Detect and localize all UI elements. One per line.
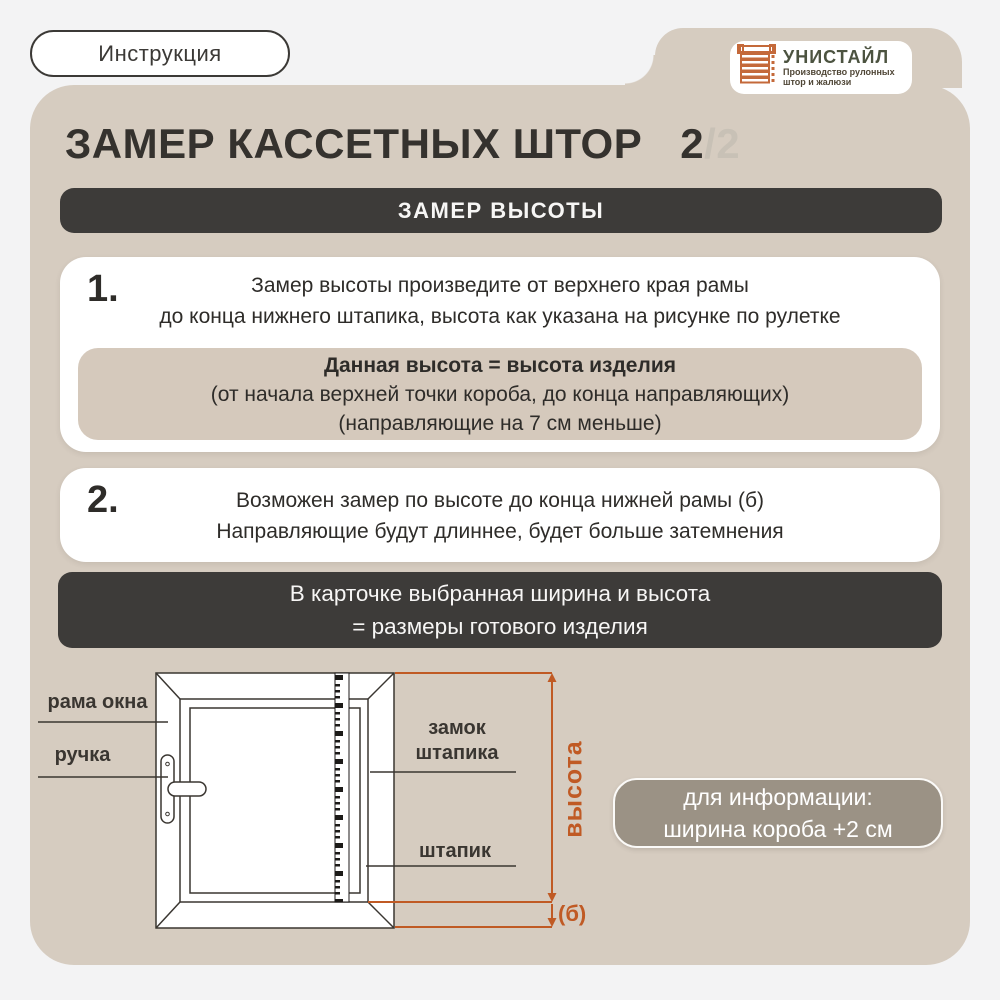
step-1-box: [60, 257, 940, 452]
page-title-row: [65, 120, 965, 168]
step-2-box: [60, 468, 940, 562]
instruction-badge: [30, 30, 290, 77]
step-1-line2: до конца нижнего штапика, высота как указана на рисунке по рулетке: [159, 305, 841, 328]
bead-label: штапик: [419, 840, 491, 862]
logo-tagline-line1: Производство рулонных: [783, 66, 895, 77]
page-indicator-total: /2: [704, 120, 741, 167]
info-box-line1: для информации:: [683, 784, 873, 810]
page-indicator: [680, 120, 740, 167]
step-2-text: [60, 485, 940, 547]
measuring-tape: [335, 673, 349, 902]
handle-label: ручка: [54, 744, 111, 766]
info-box-line2: ширина короба +2 см: [663, 816, 893, 842]
logo-company-name: УНИСТАЙЛ: [783, 46, 890, 67]
section-banner-label: ЗАМЕР ВЫСОТЫ: [397, 197, 605, 223]
footer-banner-line2: = размеры готового изделия: [352, 614, 648, 639]
page-indicator-current: 2: [680, 120, 705, 167]
step-2-number: 2.: [87, 479, 119, 521]
bead-lock-label: [398, 716, 516, 766]
step-2-line1: Возможен замер по высоте до конца нижней рамы (б): [235, 489, 764, 512]
blinds-icon: [737, 43, 777, 92]
height-dimension-label: высота: [559, 740, 588, 838]
logo-tagline-line2: штор и жалюзи: [783, 77, 852, 87]
height-dimension: [368, 673, 552, 927]
info-box: [613, 778, 943, 848]
logo-tab-fillet: [625, 55, 655, 85]
note-line1: Данная высота = высота изделия: [324, 353, 676, 377]
step-1-number: 1.: [87, 268, 119, 310]
step-1-text: [60, 270, 940, 332]
section-banner: [60, 188, 942, 233]
logo-text-block: [783, 48, 895, 88]
step-2-line2: Направляющие будут длиннее, будет больше затемнения: [216, 520, 784, 543]
instruction-badge-label: Инструкция: [98, 40, 222, 66]
window-frame: [156, 673, 394, 928]
step-1-line1: Замер высоты произведите от верхнего края рамы: [251, 274, 749, 297]
bead-lock-label-line1: замок: [428, 717, 486, 739]
footer-banner-line1: В карточке выбранная ширина и высота: [289, 581, 711, 606]
footer-banner: [58, 572, 942, 648]
page-title: ЗАМЕР КАССЕТНЫХ ШТОР: [65, 120, 643, 167]
frame-label: рама окна: [47, 691, 148, 713]
step-1-note-box: [78, 348, 922, 440]
bead-lock-label-line2: штапика: [415, 742, 499, 764]
b-mark-label: (б): [558, 901, 587, 926]
note-line3: (направляющие на 7 см меньше): [338, 411, 662, 435]
note-line2: (от начала верхней точки короба, до конца направляющих): [210, 382, 790, 406]
company-logo: [730, 41, 912, 94]
